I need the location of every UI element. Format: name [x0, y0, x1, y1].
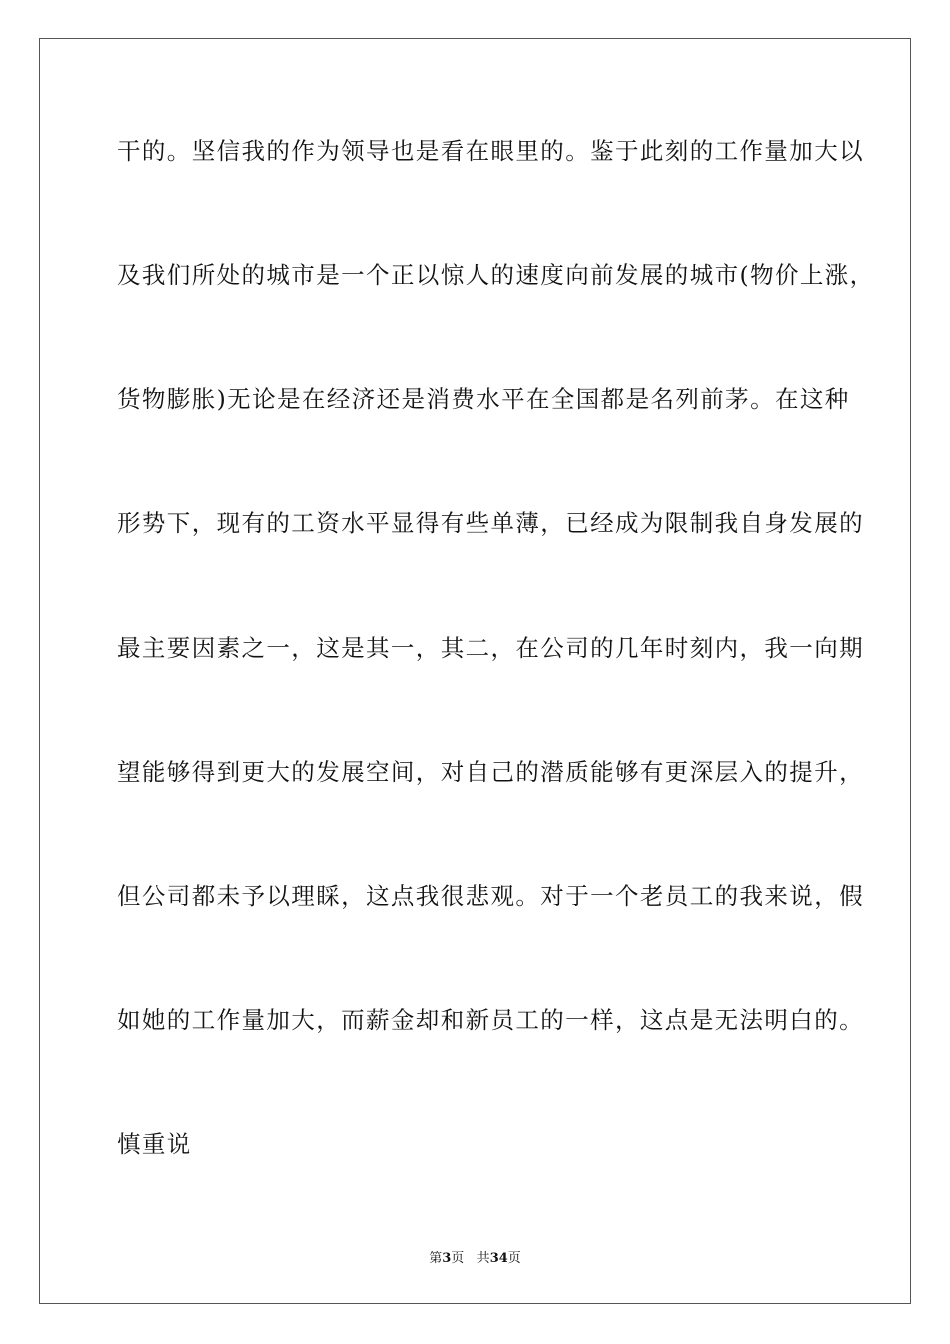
body-text-line: 慎重说 — [117, 1130, 192, 1158]
body-text-line: 及我们所处的城市是一个正以惊人的速度向前发展的城市(物价上涨， — [117, 261, 875, 289]
total-pages: 34 — [489, 1251, 508, 1266]
body-text-line: 如她的工作量加大，而薪金却和新员工的一样，这点是无法明白的。 — [117, 1006, 864, 1034]
body-text-line: 干的。坚信我的作为领导也是看在眼里的。鉴于此刻的工作量加大以 — [117, 137, 864, 165]
page-footer — [0, 1247, 950, 1266]
body-text-line: 但公司都未予以理睬，这点我很悲观。对于一个老员工的我来说，假 — [117, 882, 864, 910]
body-text-line: 货物膨胀)无论是在经济还是消费水平在全国都是名列前茅。在这种 — [117, 385, 850, 413]
total-prefix: 共 — [476, 1251, 490, 1266]
total-suffix: 页 — [507, 1251, 521, 1266]
body-text-line: 最主要因素之一，这是其一，其二，在公司的几年时刻内，我一向期 — [117, 634, 864, 662]
body-text-line: 望能够得到更大的发展空间，对自己的潜质能够有更深层入的提升， — [117, 758, 864, 786]
page-border — [39, 38, 911, 1304]
page-prefix: 第 — [429, 1251, 443, 1266]
page-number: 3 — [442, 1251, 452, 1266]
page-suffix: 页 — [451, 1251, 465, 1266]
body-text-line: 形势下，现有的工资水平显得有些单薄，已经成为限制我自身发展的 — [117, 509, 864, 537]
